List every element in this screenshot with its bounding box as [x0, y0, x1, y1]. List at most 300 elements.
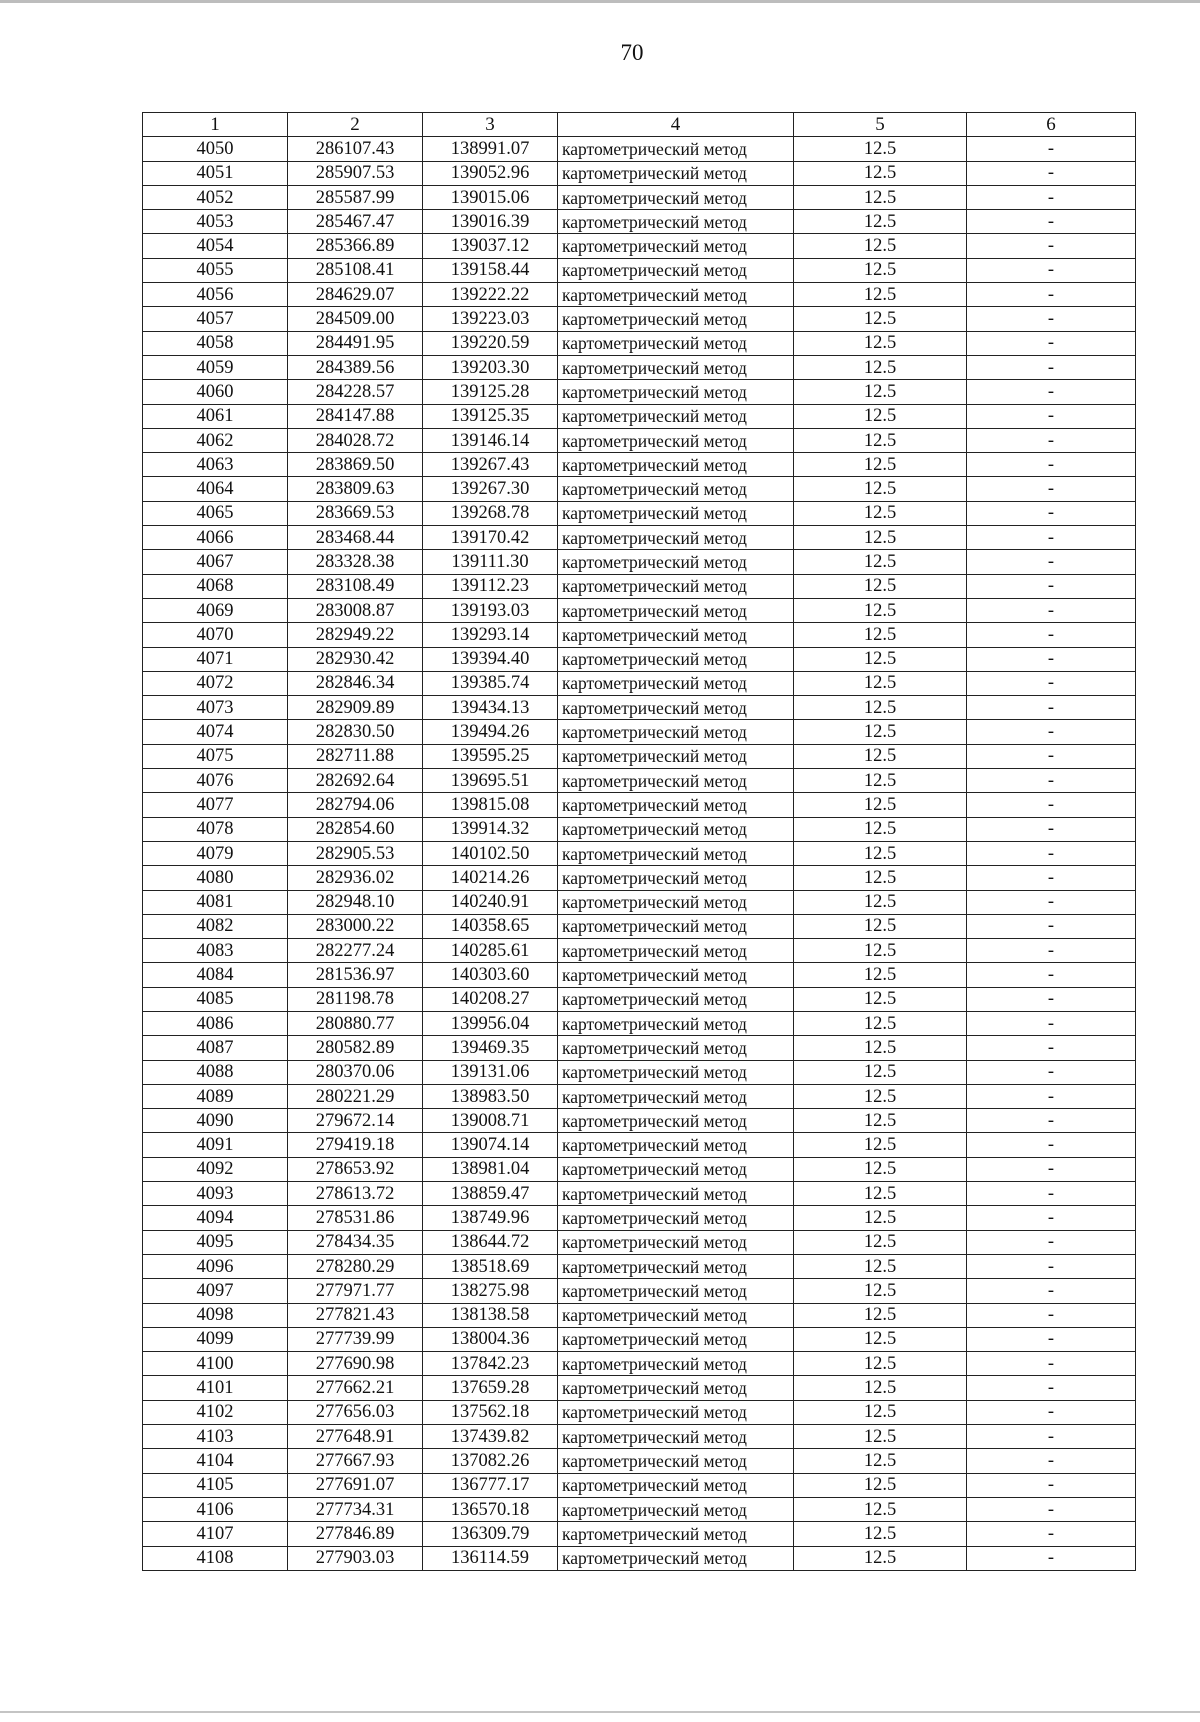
method-cell: картометрический метод [558, 1449, 794, 1473]
method-cell: картометрический метод [558, 210, 794, 234]
note-cell: - [967, 1133, 1136, 1157]
point-number-cell: 4073 [143, 696, 288, 720]
note-cell: - [967, 817, 1136, 841]
y-coordinate-cell: 136309.79 [423, 1522, 558, 1546]
y-coordinate-cell: 139394.40 [423, 647, 558, 671]
y-coordinate-cell: 139193.03 [423, 598, 558, 622]
method-cell: картометрический метод [558, 526, 794, 550]
x-coordinate-cell: 282711.88 [288, 744, 423, 768]
table-row [143, 1522, 1136, 1546]
accuracy-cell: 12.5 [794, 1084, 967, 1108]
point-number-cell: 4103 [143, 1425, 288, 1449]
point-number-cell: 4089 [143, 1084, 288, 1108]
y-coordinate-cell: 139695.51 [423, 769, 558, 793]
table-row [143, 647, 1136, 671]
method-cell: картометрический метод [558, 598, 794, 622]
accuracy-cell: 12.5 [794, 258, 967, 282]
x-coordinate-cell: 278613.72 [288, 1182, 423, 1206]
y-coordinate-cell: 139074.14 [423, 1133, 558, 1157]
table-row [143, 453, 1136, 477]
accuracy-cell: 12.5 [794, 744, 967, 768]
y-coordinate-cell: 139815.08 [423, 793, 558, 817]
note-cell: - [967, 258, 1136, 282]
x-coordinate-cell: 282948.10 [288, 890, 423, 914]
method-cell: картометрический метод [558, 355, 794, 379]
y-coordinate-cell: 139220.59 [423, 331, 558, 355]
point-number-cell: 4076 [143, 769, 288, 793]
method-cell: картометрический метод [558, 1060, 794, 1084]
accuracy-cell: 12.5 [794, 1182, 967, 1206]
y-coordinate-cell: 139016.39 [423, 210, 558, 234]
method-cell: картометрический метод [558, 1011, 794, 1035]
x-coordinate-cell: 277690.98 [288, 1352, 423, 1376]
method-cell: картометрический метод [558, 963, 794, 987]
method-cell: картометрический метод [558, 1109, 794, 1133]
point-number-cell: 4051 [143, 161, 288, 185]
x-coordinate-cell: 282936.02 [288, 866, 423, 890]
table-row [143, 307, 1136, 331]
method-cell: картометрический метод [558, 477, 794, 501]
accuracy-cell: 12.5 [794, 1011, 967, 1035]
x-coordinate-cell: 281198.78 [288, 987, 423, 1011]
table-row [143, 696, 1136, 720]
x-coordinate-cell: 282930.42 [288, 647, 423, 671]
accuracy-cell: 12.5 [794, 355, 967, 379]
point-number-cell: 4074 [143, 720, 288, 744]
method-cell: картометрический метод [558, 769, 794, 793]
table-row [143, 720, 1136, 744]
x-coordinate-cell: 285467.47 [288, 210, 423, 234]
y-coordinate-cell: 139131.06 [423, 1060, 558, 1084]
header-cell: 1 [143, 113, 288, 137]
y-coordinate-cell: 140358.65 [423, 914, 558, 938]
y-coordinate-cell: 139267.43 [423, 453, 558, 477]
point-number-cell: 4068 [143, 574, 288, 598]
accuracy-cell: 12.5 [794, 1425, 967, 1449]
y-coordinate-cell: 138275.98 [423, 1279, 558, 1303]
x-coordinate-cell: 281536.97 [288, 963, 423, 987]
table-row [143, 1109, 1136, 1133]
accuracy-cell: 12.5 [794, 1279, 967, 1303]
x-coordinate-cell: 277821.43 [288, 1303, 423, 1327]
method-cell: картометрический метод [558, 1254, 794, 1278]
point-number-cell: 4060 [143, 380, 288, 404]
y-coordinate-cell: 139203.30 [423, 355, 558, 379]
point-number-cell: 4061 [143, 404, 288, 428]
point-number-cell: 4081 [143, 890, 288, 914]
note-cell: - [967, 210, 1136, 234]
table-row [143, 1036, 1136, 1060]
note-cell: - [967, 1497, 1136, 1521]
note-cell: - [967, 1303, 1136, 1327]
point-number-cell: 4090 [143, 1109, 288, 1133]
note-cell: - [967, 404, 1136, 428]
accuracy-cell: 12.5 [794, 428, 967, 452]
x-coordinate-cell: 277691.07 [288, 1473, 423, 1497]
y-coordinate-cell: 139914.32 [423, 817, 558, 841]
method-cell: картометрический метод [558, 185, 794, 209]
y-coordinate-cell: 139008.71 [423, 1109, 558, 1133]
method-cell: картометрический метод [558, 1206, 794, 1230]
accuracy-cell: 12.5 [794, 866, 967, 890]
note-cell: - [967, 307, 1136, 331]
y-coordinate-cell: 140303.60 [423, 963, 558, 987]
note-cell: - [967, 1449, 1136, 1473]
table-row [143, 963, 1136, 987]
accuracy-cell: 12.5 [794, 210, 967, 234]
method-cell: картометрический метод [558, 1036, 794, 1060]
table-row [143, 939, 1136, 963]
x-coordinate-cell: 278434.35 [288, 1230, 423, 1254]
y-coordinate-cell: 139385.74 [423, 671, 558, 695]
y-coordinate-cell: 140214.26 [423, 866, 558, 890]
note-cell: - [967, 1206, 1136, 1230]
note-cell: - [967, 380, 1136, 404]
y-coordinate-cell: 138859.47 [423, 1182, 558, 1206]
point-number-cell: 4062 [143, 428, 288, 452]
point-number-cell: 4104 [143, 1449, 288, 1473]
method-cell: картометрический метод [558, 1303, 794, 1327]
point-number-cell: 4056 [143, 283, 288, 307]
note-cell: - [967, 283, 1136, 307]
accuracy-cell: 12.5 [794, 1060, 967, 1084]
table-row [143, 769, 1136, 793]
x-coordinate-cell: 277971.77 [288, 1279, 423, 1303]
coordinates-table [142, 112, 1136, 1571]
accuracy-cell: 12.5 [794, 1157, 967, 1181]
note-cell: - [967, 1546, 1136, 1570]
method-cell: картометрический метод [558, 1157, 794, 1181]
accuracy-cell: 12.5 [794, 769, 967, 793]
note-cell: - [967, 1157, 1136, 1181]
table-row [143, 355, 1136, 379]
accuracy-cell: 12.5 [794, 1303, 967, 1327]
method-cell: картометрический метод [558, 817, 794, 841]
note-cell: - [967, 1182, 1136, 1206]
table-row [143, 1425, 1136, 1449]
note-cell: - [967, 1084, 1136, 1108]
method-cell: картометрический метод [558, 841, 794, 865]
note-cell: - [967, 890, 1136, 914]
table-row [143, 137, 1136, 161]
x-coordinate-cell: 284509.00 [288, 307, 423, 331]
header-cell: 5 [794, 113, 967, 137]
method-cell: картометрический метод [558, 234, 794, 258]
point-number-cell: 4071 [143, 647, 288, 671]
y-coordinate-cell: 137439.82 [423, 1425, 558, 1449]
x-coordinate-cell: 285587.99 [288, 185, 423, 209]
point-number-cell: 4085 [143, 987, 288, 1011]
y-coordinate-cell: 139222.22 [423, 283, 558, 307]
note-cell: - [967, 501, 1136, 525]
table-row [143, 1449, 1136, 1473]
table-row [143, 331, 1136, 355]
point-number-cell: 4084 [143, 963, 288, 987]
note-cell: - [967, 1060, 1136, 1084]
accuracy-cell: 12.5 [794, 404, 967, 428]
table-row [143, 817, 1136, 841]
method-cell: картометрический метод [558, 1230, 794, 1254]
table-row [143, 501, 1136, 525]
y-coordinate-cell: 139125.28 [423, 380, 558, 404]
point-number-cell: 4096 [143, 1254, 288, 1278]
accuracy-cell: 12.5 [794, 185, 967, 209]
note-cell: - [967, 1254, 1136, 1278]
accuracy-cell: 12.5 [794, 161, 967, 185]
method-cell: картометрический метод [558, 161, 794, 185]
y-coordinate-cell: 139956.04 [423, 1011, 558, 1035]
point-number-cell: 4063 [143, 453, 288, 477]
point-number-cell: 4078 [143, 817, 288, 841]
y-coordinate-cell: 139158.44 [423, 258, 558, 282]
accuracy-cell: 12.5 [794, 720, 967, 744]
note-cell: - [967, 453, 1136, 477]
accuracy-cell: 12.5 [794, 1206, 967, 1230]
table-row [143, 550, 1136, 574]
table-row [143, 841, 1136, 865]
method-cell: картометрический метод [558, 1182, 794, 1206]
note-cell: - [967, 1327, 1136, 1351]
table-row [143, 404, 1136, 428]
point-number-cell: 4069 [143, 598, 288, 622]
note-cell: - [967, 987, 1136, 1011]
y-coordinate-cell: 140285.61 [423, 939, 558, 963]
accuracy-cell: 12.5 [794, 283, 967, 307]
method-cell: картометрический метод [558, 1497, 794, 1521]
note-cell: - [967, 185, 1136, 209]
accuracy-cell: 12.5 [794, 1522, 967, 1546]
table-row [143, 1133, 1136, 1157]
method-cell: картометрический метод [558, 1279, 794, 1303]
note-cell: - [967, 598, 1136, 622]
accuracy-cell: 12.5 [794, 380, 967, 404]
accuracy-cell: 12.5 [794, 234, 967, 258]
x-coordinate-cell: 282277.24 [288, 939, 423, 963]
y-coordinate-cell: 139125.35 [423, 404, 558, 428]
table-row [143, 185, 1136, 209]
note-cell: - [967, 623, 1136, 647]
method-cell: картометрический метод [558, 1473, 794, 1497]
point-number-cell: 4058 [143, 331, 288, 355]
point-number-cell: 4100 [143, 1352, 288, 1376]
point-number-cell: 4098 [143, 1303, 288, 1327]
table-row [143, 623, 1136, 647]
accuracy-cell: 12.5 [794, 914, 967, 938]
table-row [143, 890, 1136, 914]
note-cell: - [967, 1376, 1136, 1400]
table-row [143, 526, 1136, 550]
accuracy-cell: 12.5 [794, 477, 967, 501]
method-cell: картометрический метод [558, 1400, 794, 1424]
point-number-cell: 4088 [143, 1060, 288, 1084]
table-row [143, 866, 1136, 890]
method-cell: картометрический метод [558, 987, 794, 1011]
point-number-cell: 4105 [143, 1473, 288, 1497]
point-number-cell: 4070 [143, 623, 288, 647]
accuracy-cell: 12.5 [794, 1376, 967, 1400]
table-row [143, 234, 1136, 258]
x-coordinate-cell: 282905.53 [288, 841, 423, 865]
y-coordinate-cell: 140240.91 [423, 890, 558, 914]
note-cell: - [967, 769, 1136, 793]
method-cell: картометрический метод [558, 1352, 794, 1376]
method-cell: картометрический метод [558, 1425, 794, 1449]
point-number-cell: 4065 [143, 501, 288, 525]
y-coordinate-cell: 137082.26 [423, 1449, 558, 1473]
header-cell: 3 [423, 113, 558, 137]
x-coordinate-cell: 282854.60 [288, 817, 423, 841]
method-cell: картометрический метод [558, 1133, 794, 1157]
note-cell: - [967, 331, 1136, 355]
method-cell: картометрический метод [558, 550, 794, 574]
note-cell: - [967, 234, 1136, 258]
point-number-cell: 4053 [143, 210, 288, 234]
y-coordinate-cell: 139293.14 [423, 623, 558, 647]
point-number-cell: 4057 [143, 307, 288, 331]
note-cell: - [967, 1425, 1136, 1449]
point-number-cell: 4106 [143, 1497, 288, 1521]
method-cell: картометрический метод [558, 1546, 794, 1570]
note-cell: - [967, 744, 1136, 768]
point-number-cell: 4079 [143, 841, 288, 865]
y-coordinate-cell: 139469.35 [423, 1036, 558, 1060]
note-cell: - [967, 841, 1136, 865]
x-coordinate-cell: 277662.21 [288, 1376, 423, 1400]
y-coordinate-cell: 138138.58 [423, 1303, 558, 1327]
y-coordinate-cell: 139052.96 [423, 161, 558, 185]
method-cell: картометрический метод [558, 914, 794, 938]
method-cell: картометрический метод [558, 428, 794, 452]
table-row [143, 574, 1136, 598]
note-cell: - [967, 1400, 1136, 1424]
note-cell: - [967, 1522, 1136, 1546]
x-coordinate-cell: 278531.86 [288, 1206, 423, 1230]
accuracy-cell: 12.5 [794, 453, 967, 477]
note-cell: - [967, 939, 1136, 963]
table-row [143, 1400, 1136, 1424]
x-coordinate-cell: 282794.06 [288, 793, 423, 817]
point-number-cell: 4107 [143, 1522, 288, 1546]
y-coordinate-cell: 139434.13 [423, 696, 558, 720]
x-coordinate-cell: 280582.89 [288, 1036, 423, 1060]
point-number-cell: 4075 [143, 744, 288, 768]
x-coordinate-cell: 283669.53 [288, 501, 423, 525]
point-number-cell: 4055 [143, 258, 288, 282]
table-row [143, 744, 1136, 768]
method-cell: картометрический метод [558, 137, 794, 161]
accuracy-cell: 12.5 [794, 307, 967, 331]
method-cell: картометрический метод [558, 744, 794, 768]
accuracy-cell: 12.5 [794, 793, 967, 817]
x-coordinate-cell: 284629.07 [288, 283, 423, 307]
note-cell: - [967, 355, 1136, 379]
x-coordinate-cell: 282949.22 [288, 623, 423, 647]
y-coordinate-cell: 139146.14 [423, 428, 558, 452]
table-row [143, 428, 1136, 452]
accuracy-cell: 12.5 [794, 1254, 967, 1278]
accuracy-cell: 12.5 [794, 817, 967, 841]
note-cell: - [967, 720, 1136, 744]
method-cell: картометрический метод [558, 258, 794, 282]
note-cell: - [967, 428, 1136, 452]
y-coordinate-cell: 138983.50 [423, 1084, 558, 1108]
accuracy-cell: 12.5 [794, 598, 967, 622]
y-coordinate-cell: 140102.50 [423, 841, 558, 865]
x-coordinate-cell: 279419.18 [288, 1133, 423, 1157]
note-cell: - [967, 914, 1136, 938]
note-cell: - [967, 574, 1136, 598]
note-cell: - [967, 137, 1136, 161]
accuracy-cell: 12.5 [794, 137, 967, 161]
note-cell: - [967, 550, 1136, 574]
y-coordinate-cell: 139595.25 [423, 744, 558, 768]
note-cell: - [967, 1352, 1136, 1376]
method-cell: картометрический метод [558, 574, 794, 598]
point-number-cell: 4091 [143, 1133, 288, 1157]
point-number-cell: 4067 [143, 550, 288, 574]
x-coordinate-cell: 284228.57 [288, 380, 423, 404]
x-coordinate-cell: 279672.14 [288, 1109, 423, 1133]
point-number-cell: 4094 [143, 1206, 288, 1230]
method-cell: картометрический метод [558, 283, 794, 307]
point-number-cell: 4083 [143, 939, 288, 963]
point-number-cell: 4095 [143, 1230, 288, 1254]
x-coordinate-cell: 285366.89 [288, 234, 423, 258]
accuracy-cell: 12.5 [794, 841, 967, 865]
method-cell: картометрический метод [558, 307, 794, 331]
point-number-cell: 4099 [143, 1327, 288, 1351]
table-header-row [143, 113, 1136, 137]
point-number-cell: 4082 [143, 914, 288, 938]
table-row [143, 914, 1136, 938]
table-row [143, 283, 1136, 307]
x-coordinate-cell: 284028.72 [288, 428, 423, 452]
x-coordinate-cell: 282692.64 [288, 769, 423, 793]
note-cell: - [967, 1279, 1136, 1303]
point-number-cell: 4087 [143, 1036, 288, 1060]
table-row [143, 793, 1136, 817]
note-cell: - [967, 696, 1136, 720]
x-coordinate-cell: 277656.03 [288, 1400, 423, 1424]
method-cell: картометрический метод [558, 671, 794, 695]
point-number-cell: 4080 [143, 866, 288, 890]
method-cell: картометрический метод [558, 647, 794, 671]
table-row [143, 1060, 1136, 1084]
x-coordinate-cell: 277734.31 [288, 1497, 423, 1521]
table-row [143, 380, 1136, 404]
method-cell: картометрический метод [558, 890, 794, 914]
point-number-cell: 4101 [143, 1376, 288, 1400]
x-coordinate-cell: 283809.63 [288, 477, 423, 501]
table-row [143, 1157, 1136, 1181]
note-cell: - [967, 793, 1136, 817]
method-cell: картометрический метод [558, 404, 794, 428]
y-coordinate-cell: 139267.30 [423, 477, 558, 501]
y-coordinate-cell: 136570.18 [423, 1497, 558, 1521]
x-coordinate-cell: 277846.89 [288, 1522, 423, 1546]
table-row [143, 1206, 1136, 1230]
y-coordinate-cell: 139111.30 [423, 550, 558, 574]
point-number-cell: 4108 [143, 1546, 288, 1570]
point-number-cell: 4072 [143, 671, 288, 695]
point-number-cell: 4052 [143, 185, 288, 209]
accuracy-cell: 12.5 [794, 1230, 967, 1254]
table-row [143, 1327, 1136, 1351]
note-cell: - [967, 477, 1136, 501]
y-coordinate-cell: 139223.03 [423, 307, 558, 331]
table-row [143, 1084, 1136, 1108]
note-cell: - [967, 1230, 1136, 1254]
